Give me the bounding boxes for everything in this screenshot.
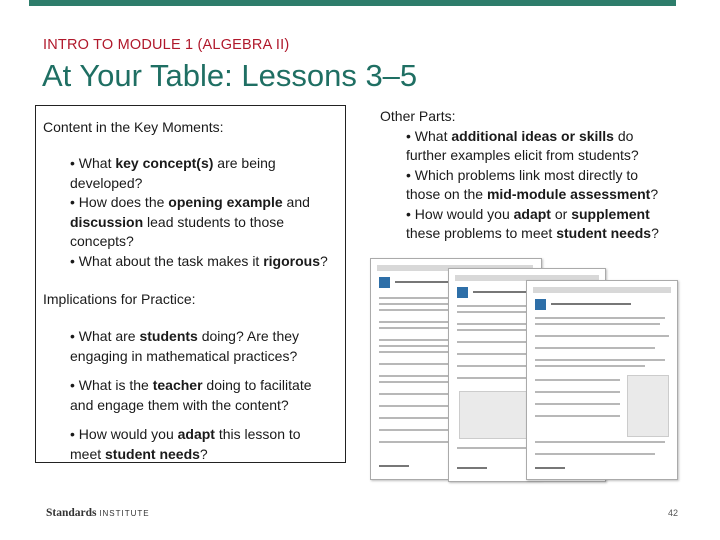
km-question-2-end: concepts? (70, 233, 134, 249)
other-parts-column (380, 107, 659, 244)
km-question-2-cont: discussion lead students to those (70, 213, 285, 230)
op-question-2: • Which problems link most directly to (406, 166, 639, 183)
ip-question-1-cont: engaging in mathematical practices? (70, 347, 298, 364)
page-number: 42 (668, 508, 679, 518)
other-parts-questions (406, 127, 659, 244)
op-question-3: • How would you adapt or supplement (406, 205, 650, 222)
op-question-1-cont: further examples elicit from students? (406, 147, 639, 163)
km-question-1: • What key concept(s) are being (70, 155, 276, 171)
module-kicker: INTRO TO MODULE 1 (ALGEBRA II) (43, 37, 290, 53)
km-question-2: • How does the opening example and (70, 194, 310, 210)
key-moments-box (35, 105, 346, 463)
km-question-1-cont: developed? (70, 174, 143, 191)
lesson-document-thumbnails (370, 258, 685, 480)
op-question-1: • What additional ideas or skills do (406, 127, 634, 144)
op-question-3-cont: these problems to meet student needs? (406, 225, 659, 241)
op-question-2-cont: those on the mid-module assessment? (406, 186, 659, 202)
ip-question-3: • How would you adapt this lesson to (70, 426, 301, 442)
key-moments-questions (70, 154, 350, 271)
page-title: At Your Table: Lessons 3–5 (42, 58, 418, 93)
implications-heading: Implications for Practice: (43, 291, 196, 307)
implications-questions (70, 327, 350, 464)
key-moments-heading: Content in the Key Moments: (43, 119, 224, 135)
ip-question-1: • What are students doing? Are they (70, 328, 300, 344)
km-question-3: • What about the task makes it rigorous? (70, 252, 328, 269)
ip-question-3-cont: meet student needs? (70, 445, 208, 462)
top-accent-bar (29, 0, 676, 6)
ip-question-2: • What is the teacher doing to facilitate (70, 377, 312, 393)
lesson-5-thumbnail (526, 280, 678, 480)
standards-institute-logo: Standards INSTITUTE (46, 507, 150, 519)
other-parts-heading: Other Parts: (380, 108, 456, 124)
ip-question-2-cont: and engage them with the content? (70, 396, 289, 413)
